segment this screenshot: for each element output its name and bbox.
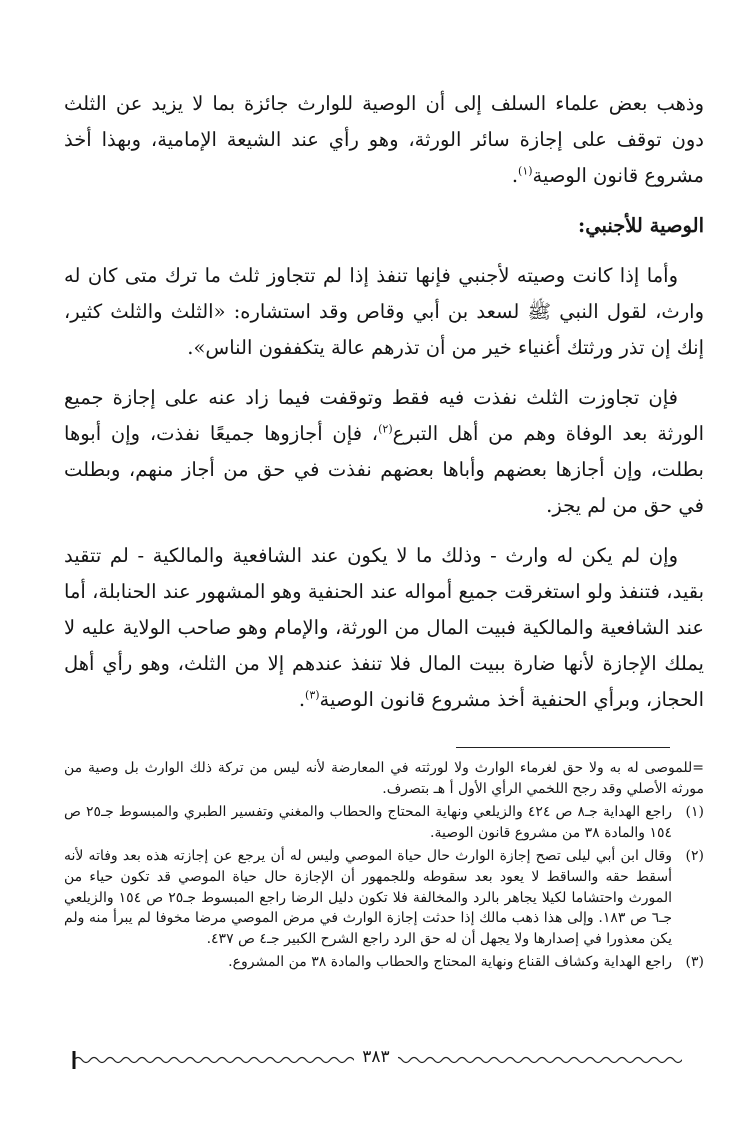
paragraph-foreigner-bequest: وأما إذا كانت وصيته لأجنبي فإنها تنفذ إذا لم تتجاوز ثلث ما ترك متى كان له وارث، لقول النبي ﷺ لسعد بن أبي وقاص وقد استشاره: «الثلث والثلث كثير، إنك إن تذر ورثتك أغنياء خير من أن تذرهم عالة يتكففون الناس». <box>64 264 704 359</box>
footnote-ref-1: (١) <box>518 164 533 178</box>
main-body-text <box>64 86 704 718</box>
footnote-3 <box>64 952 704 973</box>
footnote-ref-2: (٢) <box>378 422 393 436</box>
footnote-number: (١) <box>685 804 704 821</box>
footnote-1 <box>64 802 704 843</box>
footnote-text: راجع الهداية جـ٨ ص ٤٢٤ والزيلعي ونهاية المحتاج والحطاب والمغني وتفسير الطبري والمبسوط جـ٢٥ ص ١٥٤ والمادة ٣٨ من مشروع قانون الوصية. <box>64 804 672 841</box>
footnote-number: (٣) <box>685 954 704 971</box>
paragraph-heirs-bequest: وذهب بعض علماء السلف إلى أن الوصية للوارث جائزة بما لا يزيد عن الثلث دون توقف على إجازة سائر الورثة، وهو رأي عند الشيعة الإمامية، وبهذا أخذ مشروع قانون الوصية$^{(١)}$. <box>64 92 704 187</box>
paragraph-exceeding-third: فإن تجاوزت الثلث نفذت فيه فقط وتوقفت فيما زاد عنه على إجازة جميع الورثة بعد الوفاة وهم من أهل التبرع$^{(٢)}$، فإن أجازوها جميعًا نفذت، وإن أبوها بطلت، وإن أجازها بعضهم وأباها بعضهم نفذت في حق من أجاز منهم، وبطلت في حق من لم يجز. <box>64 386 704 517</box>
footnote-2 <box>64 846 704 949</box>
footnote-number: (٢) <box>685 848 704 865</box>
footnote-text: وقال ابن أبي ليلى تصح إجازة الوارث حال حياة الموصي وليس له أن يرجع عن إجازته هذه بعد وفاته لأنه أسقط حقه والساقط لا يعود بعد سقوطه وللجمهور أن الإجازة حال حياة الموصي قد تكون حياء من المورث واحتشاما لكيلا يجاهر بالرد والمخالفة فلا تكون دليل الرضا راجع المبسوط جـ٢٥ ص ١٥٤ والزيلعي جـ٦ ص ١٨٣. وإلى هذا ذهب مالك إذا حدثت إجازة الوارث في مرض الموصي مرضا مخوفا لم يبرأ منه ولم يكن معذورا في إصدارها ولا يجهل أن له حق الرد راجع الشرح الكبير جـ٤ ص ٤٣٧. <box>64 848 673 947</box>
section-heading-foreigner: الوصية للأجنبي: <box>578 214 704 237</box>
footnote-separator <box>456 747 670 748</box>
footnote-continuation: =للموصى له به ولا حق لغرماء الوارث ولا لورثته في المعارضة لأنه ليس من تركة ذلك الوارث بل وصية من مورثه الأصلي وقد رجح اللخمي الرأي الأول أ هـ بتصرف. <box>64 760 704 797</box>
page-number: ٣٨٣ <box>70 1045 682 1069</box>
footnote-ref-3: (٣) <box>305 688 320 702</box>
paragraph-no-heir: وإن لم يكن له وارث - وذلك ما لا يكون عند الشافعية والمالكية - لم تتقيد بقيد، فتنفذ ولو استغرقت جميع أمواله عند الحنفية وهو المشهور عند الحنابلة، أما عند الشافعية والمالكية فبيت المال من الورثة، والإمام وهو صاحب الولاية عليه لا يملك الإجازة لأنها ضارة ببيت المال فلا تنفذ عندهم إلا من الثلث، وهو رأي أهل الحجاز، وبرأي الحنفية أخذ مشروع قانون الوصية$^{(٣)}$. <box>64 544 704 711</box>
footnotes <box>64 758 704 976</box>
footnote-text: راجع الهداية وكشاف القناع ونهاية المحتاج والحطاب والمادة ٣٨ من المشروع. <box>228 954 672 971</box>
page-footer <box>70 1044 682 1074</box>
